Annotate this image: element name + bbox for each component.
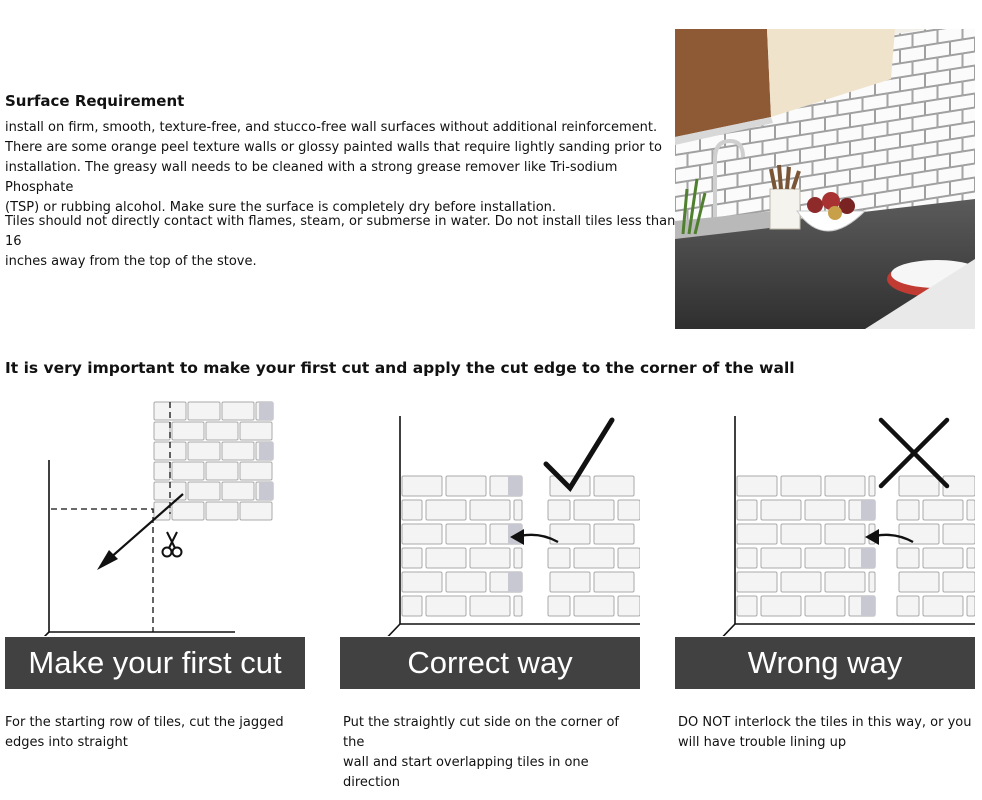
paragraph-line: install on firm, smooth, texture-free, and stucco-free wall surfaces without additional reinforcement. <box>5 120 658 135</box>
tile <box>222 482 254 500</box>
tile <box>923 596 963 616</box>
tile <box>240 422 272 440</box>
tile <box>897 596 919 616</box>
tile <box>188 482 220 500</box>
tile <box>781 572 821 592</box>
tile <box>222 442 254 460</box>
tile <box>805 596 845 616</box>
tile <box>574 500 614 520</box>
tile <box>574 548 614 568</box>
tile <box>761 596 801 616</box>
tile <box>548 596 570 616</box>
tile <box>402 500 422 520</box>
tile <box>805 500 845 520</box>
tile-shadow <box>861 548 875 568</box>
scissors-icon <box>163 532 182 557</box>
tile <box>240 462 272 480</box>
tile <box>446 476 486 496</box>
caption-line: For the starting row of tiles, cut the jagged <box>5 715 284 730</box>
first-cut-diagram <box>5 396 305 636</box>
tile <box>594 572 634 592</box>
tile <box>470 596 510 616</box>
surface-requirement-title: Surface Requirement <box>5 92 185 110</box>
tile <box>402 596 422 616</box>
tile-sheet <box>154 402 273 520</box>
tile <box>470 548 510 568</box>
tile-shadow <box>508 572 522 592</box>
tile <box>172 422 204 440</box>
instruction-heading: It is very important to make your first cut and apply the cut edge to the corner of the wall <box>5 359 795 377</box>
tile <box>548 500 570 520</box>
first-cut-caption <box>5 713 305 753</box>
tile <box>618 548 640 568</box>
tile <box>761 500 801 520</box>
tile <box>737 572 777 592</box>
tile <box>206 422 238 440</box>
correct-way-caption <box>343 713 643 793</box>
wrong-way-banner: Wrong way <box>675 637 975 689</box>
tile <box>188 402 220 420</box>
tile <box>402 572 442 592</box>
tile <box>825 476 865 496</box>
paragraph-line: inches away from the top of the stove. <box>5 254 257 269</box>
tile <box>550 572 590 592</box>
tile <box>206 462 238 480</box>
paragraph-line: There are some orange peel texture walls or glossy painted walls that require lightly sanding prior to <box>5 140 662 155</box>
tile <box>222 402 254 420</box>
paragraph-line: installation. The greasy wall needs to be cleaned with a strong grease remover like Tri-sodium Phosphate <box>5 160 618 195</box>
tile-sheet-right <box>897 476 975 616</box>
tile <box>943 572 975 592</box>
tile <box>761 548 801 568</box>
surface-requirement-paragraph <box>5 118 677 218</box>
tile <box>402 524 442 544</box>
tile <box>805 548 845 568</box>
tile <box>240 502 272 520</box>
tile-shadow <box>508 476 522 496</box>
wrong-way-caption <box>678 713 978 753</box>
tile <box>618 596 640 616</box>
tile <box>781 476 821 496</box>
tile <box>402 548 422 568</box>
tile <box>923 500 963 520</box>
tile-shadow <box>861 596 875 616</box>
tile <box>446 524 486 544</box>
caption-line: wall and start overlapping tiles in one direction <box>343 755 589 790</box>
tile <box>514 596 522 616</box>
tile <box>967 596 975 616</box>
tile <box>899 524 939 544</box>
tile <box>426 500 466 520</box>
tile <box>594 524 634 544</box>
caption-line: DO NOT interlock the tiles in this way, or you <box>678 715 972 730</box>
tile <box>574 596 614 616</box>
tile-shadow <box>259 482 273 500</box>
tile <box>897 500 919 520</box>
tile <box>618 500 640 520</box>
tile-shadow <box>861 500 875 520</box>
safety-paragraph <box>5 212 677 272</box>
tile <box>869 572 875 592</box>
tile <box>967 500 975 520</box>
tile <box>737 524 777 544</box>
caption-line: will have trouble lining up <box>678 735 847 750</box>
tile <box>154 422 170 440</box>
caption-line: Put the straightly cut side on the corner of the <box>343 715 620 750</box>
tile <box>737 476 777 496</box>
tile <box>172 502 204 520</box>
tile <box>426 596 466 616</box>
tile-shadow <box>259 442 273 460</box>
tile <box>899 572 939 592</box>
tile <box>923 548 963 568</box>
wrong-way-diagram <box>675 396 975 636</box>
tile <box>470 500 510 520</box>
tile <box>154 462 170 480</box>
tile <box>967 548 975 568</box>
tile <box>897 548 919 568</box>
tile <box>446 572 486 592</box>
tile <box>781 524 821 544</box>
tile-sheet-left <box>737 476 875 616</box>
tile <box>514 548 522 568</box>
tile <box>188 442 220 460</box>
tile-sheet-right <box>548 476 640 616</box>
tile <box>737 596 757 616</box>
tile-shadow <box>259 402 273 420</box>
caption-line: edges into straight <box>5 735 128 750</box>
tile <box>548 548 570 568</box>
tile <box>825 572 865 592</box>
arrow-icon <box>97 494 183 570</box>
tile <box>594 476 634 496</box>
kitchen-backsplash-photo <box>675 29 975 329</box>
tile <box>206 502 238 520</box>
paragraph-line: Tiles should not directly contact with flames, steam, or submerse in water. Do not install tiles less than 16 <box>5 214 676 249</box>
first-cut-banner: Make your first cut <box>5 637 305 689</box>
tile <box>899 476 939 496</box>
tile <box>402 476 442 496</box>
tile <box>943 524 975 544</box>
correct-way-diagram <box>340 396 640 636</box>
tile <box>869 476 875 496</box>
tile <box>514 500 522 520</box>
tile <box>172 462 204 480</box>
tile <box>825 524 865 544</box>
paragraph-line: (TSP) or rubbing alcohol. Make sure the surface is completely dry before installation. <box>5 200 557 215</box>
tile <box>426 548 466 568</box>
tile-sheet-left <box>402 476 522 616</box>
correct-way-banner: Correct way <box>340 637 640 689</box>
tile <box>737 548 757 568</box>
tile <box>737 500 757 520</box>
